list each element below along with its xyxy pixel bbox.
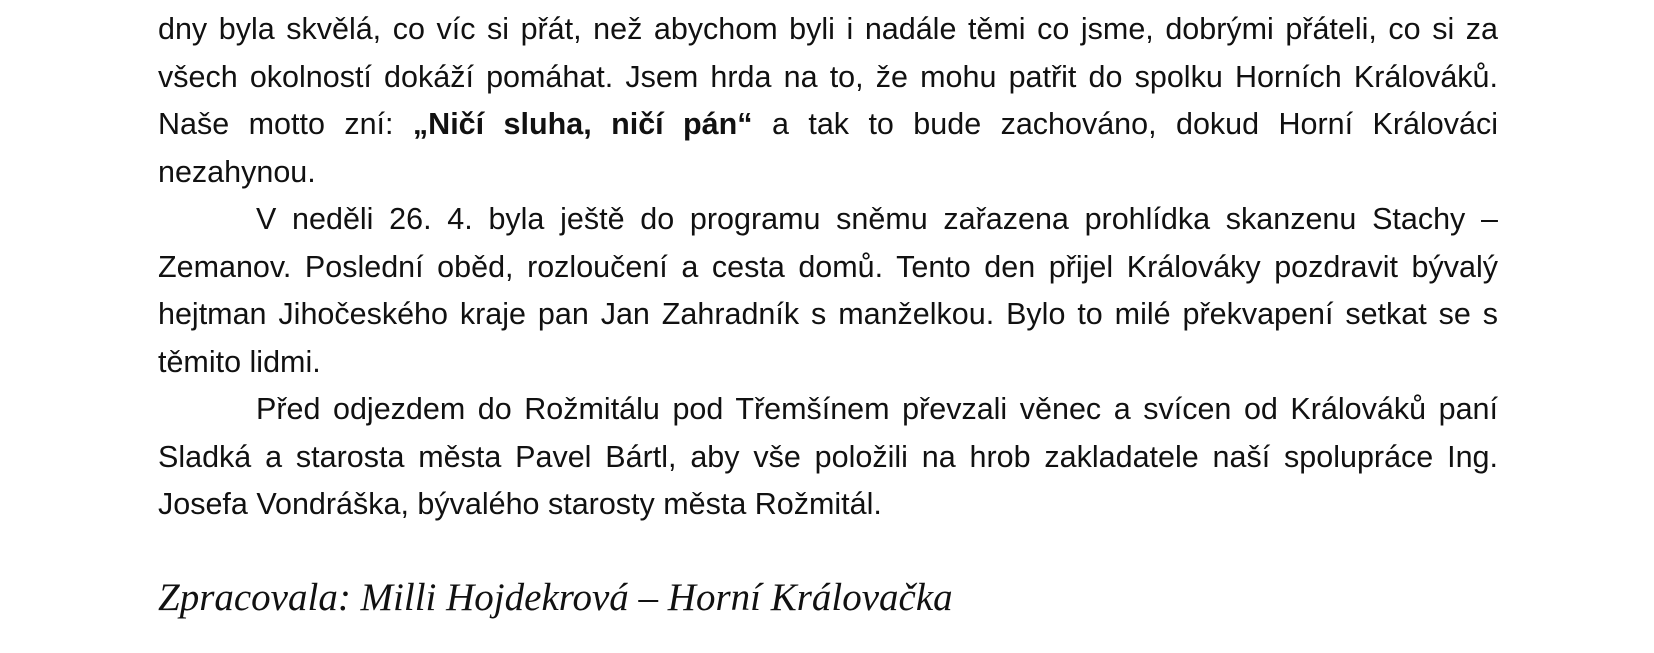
motto-text: „Ničí sluha, ničí pán“ xyxy=(412,107,753,141)
paragraph-1 xyxy=(158,6,1498,196)
article-body xyxy=(158,6,1498,529)
paragraph-2: V neděli 26. 4. byla ještě do programu sněmu zařazena prohlídka skanzenu Stachy – Zemanov. Poslední oběd, rozloučení a cesta domů. Tento den přijel Králováky pozdravit bývalý hejtman Jihočeského kraje pan Jan Zahradník s manželkou. Bylo to milé překvapení setkat se s těmito lidmi. xyxy=(158,202,1498,379)
paragraph-3: Před odjezdem do Rožmitálu pod Třemšínem převzali věnec a svícen od Králováků paní Sladká a starosta města Pavel Bártl, aby vše položili na hrob zakladatele naší spolupráce Ing. Josefa Vondráška, bývalého starosty města Rožmitál. xyxy=(158,392,1498,521)
author-signature: Zpracovala: Milli Hojdekrová – Horní Královačka xyxy=(158,576,953,619)
paragraph-1-text-start: dny byla skvělá, co víc si přát, než abychom byli i nadále těmi co jsme, dobrými přáteli, co si za všech okolností dokáží pomáhat. Jsem hrda na to, že mohu patřit do spolku Horních Králováků. Naše motto zní: xyxy=(158,12,1498,141)
paragraph-1-text-end: a tak to bude zachováno, dokud Horní Králováci nezahynou. xyxy=(158,107,1498,189)
